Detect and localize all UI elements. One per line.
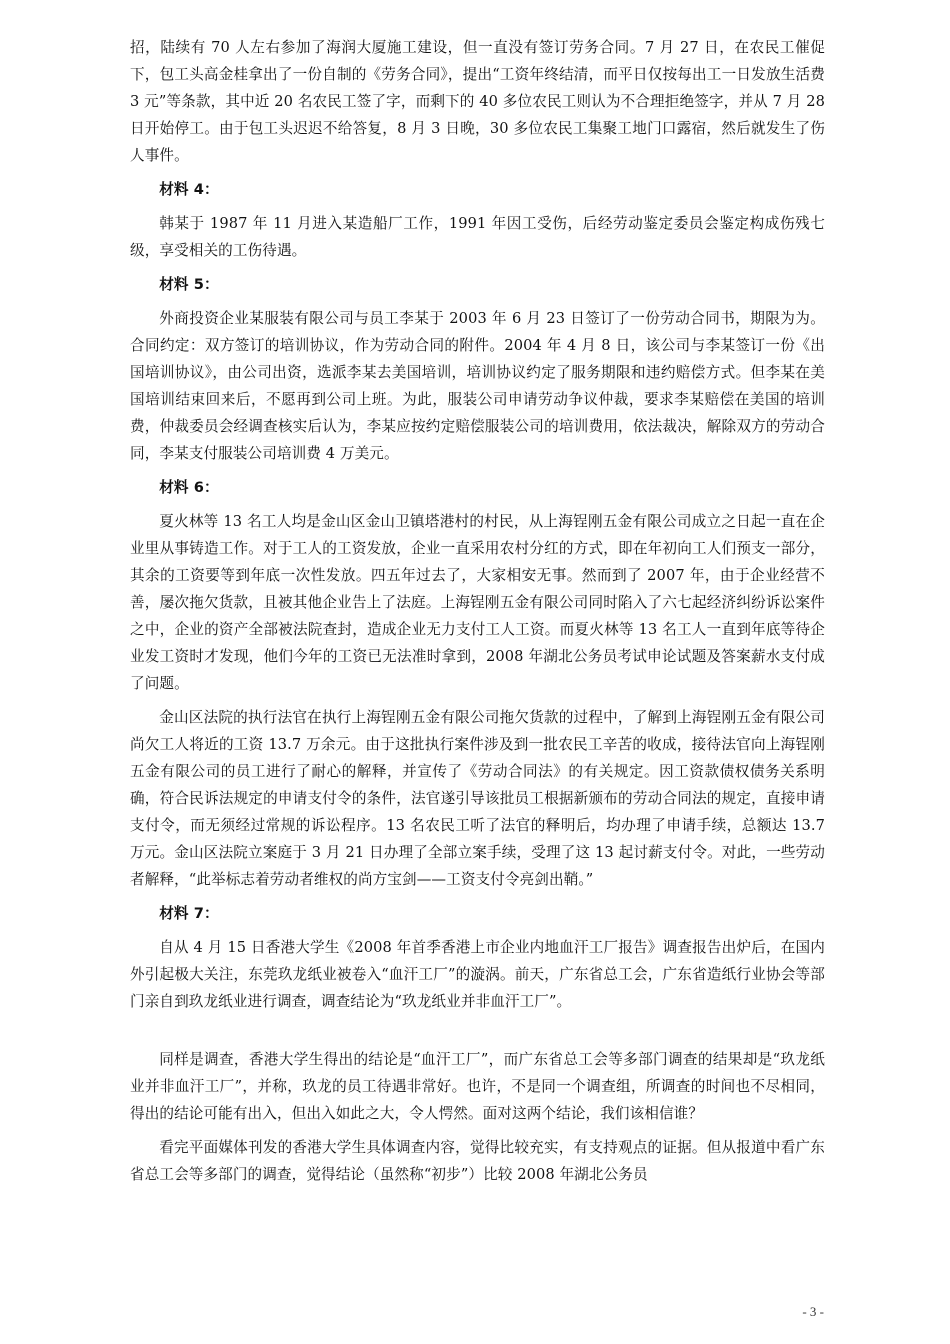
paragraph: 夏火林等 13 名工人均是金山区金山卫镇塔港村的村民，从上海锃刚五金有限公司成立之日起一直在企业里从事铸造工作。对于工人的工资发放，企业一直采用农村分红的方式，即在年初向工人们预支一部分，其余的工资要等到年底一次性发放。四五年过去了，大家相安无事。然而到了 2007 年，由于企业经营不善，屡次拖欠货款，且被其他企业告上了法庭。上海锃刚五金有限公司同时陷入了六七起经济纠纷诉讼案件之中，企业的资产全部被法院查封，造成企业无力支付工人工资。而夏火林等 13 名工人一直到年底等待企业发工资时才发现，他们今年的工资已无法准时拿到，2008 年湖北公务员考试申论试题及答案薪水支付成了问题。 bbox=[130, 513, 825, 692]
paragraph: 自从 4 月 15 日香港大学生《2008 年首季香港上市企业内地血汗工厂报告》调查报告出炉后，在国内外引起极大关注，东莞玖龙纸业被卷入“血汗工厂”的漩涡。前天，广东省总工会，广东省造纸行业协会等部门亲自到玖龙纸业进行调查，调查结论为“玖龙纸业并非血汗工厂”。 bbox=[130, 939, 825, 1010]
section-heading: 材料 4： bbox=[159, 181, 219, 198]
paragraph: 看完平面媒体刊发的香港大学生具体调查内容，觉得比较充实，有支持观点的证据。但从报道中看广东省总工会等多部门的调查，觉得结论（虽然称“初步”）比较 2008 年湖北公务员 bbox=[130, 1139, 825, 1183]
paragraph-gap bbox=[130, 1022, 825, 1046]
section-heading: 材料 7： bbox=[159, 905, 219, 922]
section-heading: 材料 5： bbox=[159, 276, 219, 293]
paragraph: 外商投资企业某服装有限公司与员工李某于 2003 年 6 月 23 日签订了一份劳动合同书，期限为为。合同约定：双方签订的培训协议，作为劳动合同的附件。2004 年 4 月 8 日，该公司与李某签订一份《出国培训协议》，由公司出资，选派李某去美国培训，培训协议约定了服务期限和违约赔偿方式。但李某在美国培训结束回来后，不愿再到公司上班。为此，服装公司申请劳动争议仲裁，要求李某赔偿在美国的培训费，仲裁委员会经调查核实后认为，李某应按约定赔偿服装公司的培训费用，依法裁决，解除双方的劳动合同，李某支付服装公司培训费 4 万美元。 bbox=[130, 310, 825, 462]
paragraph: 韩某于 1987 年 11 月进入某造船厂工作，1991 年因工受伤，后经劳动鉴定委员会鉴定构成伤残七级，享受相关的工伤待遇。 bbox=[130, 215, 825, 259]
paragraph: 金山区法院的执行法官在执行上海锃刚五金有限公司拖欠货款的过程中，了解到上海锃刚五金有限公司尚欠工人将近的工资 13.7 万余元。由于这批执行案件涉及到一批农民工辛苦的收成，接待法官向上海锃刚五金有限公司的员工进行了耐心的解释，并宣传了《劳动合同法》的有关规定。因工资款债权债务关系明确，符合民诉法规定的申请支付令的条件，法官遂引导该批员工根据新颁布的劳动合同法的规定，直接申请支付令，而无须经过常规的诉讼程序。13 名农民工听了法官的释明后，均办理了申请手续，总额达 13.7 万元。金山区法院立案庭于 3 月 21 日办理了全部立案手续，受理了这 13 起讨薪支付令。对此，一些劳动者解释，“此举标志着劳动者维权的尚方宝剑——工资支付令亮剑出鞘。” bbox=[130, 709, 825, 888]
document-body bbox=[130, 34, 825, 1195]
page-number: - 3 - bbox=[802, 1304, 824, 1319]
paragraph: 同样是调查，香港大学生得出的结论是“血汗工厂”，而广东省总工会等多部门调查的结果却是“玖龙纸业并非血汗工厂”，并称，玖龙的员工待遇非常好。也许，不是同一个调查组，所调查的时间也不尽相同，得出的结论可能有出入，但出入如此之大，令人愕然。面对这两个结论，我们该相信谁？ bbox=[130, 1051, 825, 1122]
paragraph: 招，陆续有 70 人左右参加了海润大厦施工建设，但一直没有签订劳务合同。7 月 27 日，在农民工催促下，包工头高金桂拿出了一份自制的《劳务合同》，提出“工资年终结清，而平日仅按每出工一日发放生活费 3 元”等条款，其中近 20 名农民工签了字，而剩下的 40 多位农民工则认为不合理拒绝签字，并从 7 月 28 日开始停工。由于包工头迟迟不给答复，8 月 3 日晚，30 多位农民工集聚工地门口露宿，然后就发生了伤人事件。 bbox=[130, 39, 825, 164]
section-heading: 材料 6： bbox=[159, 479, 219, 496]
